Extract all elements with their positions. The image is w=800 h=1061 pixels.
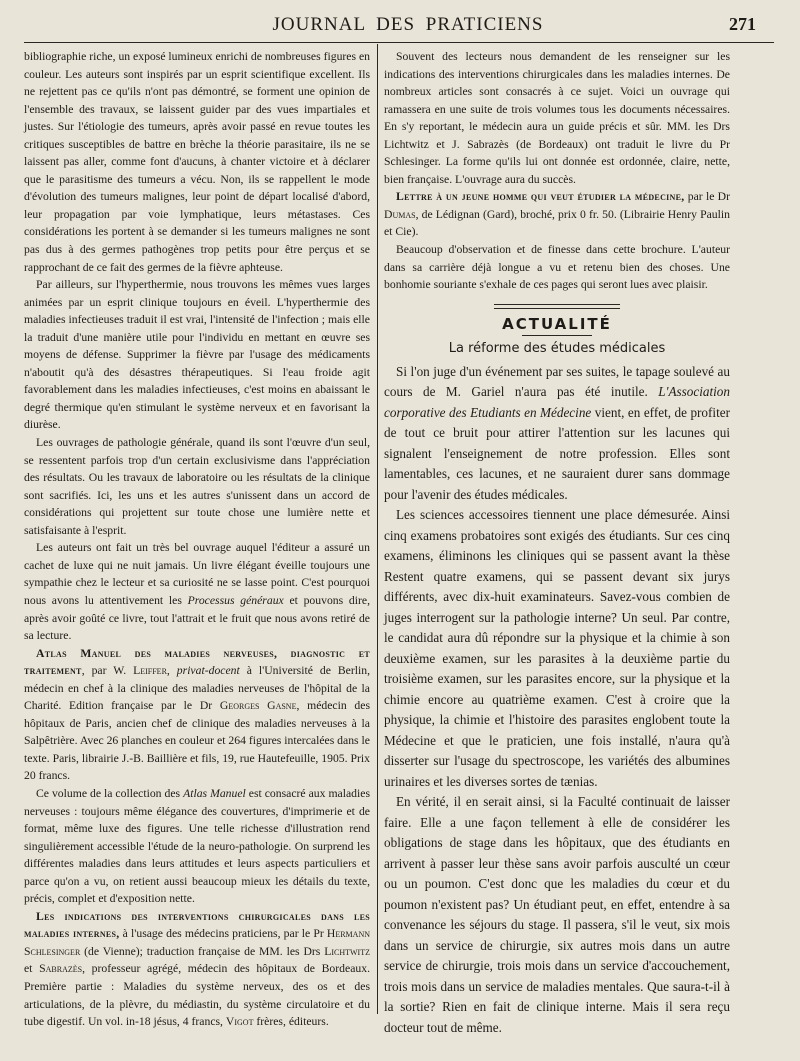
book-notice: Atlas Manuel des maladies nerveuses, diagnostic et traitement, par W. Leiffer, privat-docent à l'Université de Berlin, médecin en chef à la clinique des maladies nerveuses de l'hôpital de la Charité. Edition française par le Dr Georges Gasne, médecin des hôpitaux de Paris, ancien chef de clinique des maladies nerveuses à la Salpêtrière. Avec 26 planches en couleur et 264 figures intercalées dans le texte. Paris, librairie J.-B. Baillière et fils, 19, rue Hautefeuille, 1905. Prix 20 francs.: [24, 646, 371, 783]
book-title: Lettre à un jeune homme qui veut étudier la médecine,: [396, 190, 685, 204]
page-header: [24, 0, 792, 44]
article-title: La réforme des études médicales: [448, 341, 666, 357]
header-rule: [24, 42, 774, 43]
section-separator: [384, 300, 730, 314]
left-column: [24, 48, 370, 1031]
book-title: Atlas Manuel des maladies nerveuses, diagnostic et traitement: [24, 646, 370, 678]
paragraph: En vérité, il en serait ainsi, si la Faculté continuait de laisser faire. Elle a une façon tellement à elle de considérer les obligations de stage dans les hôpitaux, que des étudiants en arrivent à passer leur thèse sans avoir parfois ausculté un cœur ou un poumon. C'est donc que les maladies du cœur et du poumon n'existent pas? Un étudiant peut, en effet, entendre à sa convenance les séjours du stage. Il passera, s'il le veut, six mois dans un service de chirurgie, six autres mois dans un autre service de chirurgie, trois mois dans un service d'accouchement, trois mois dans un service de maladies mentales. Que saura-t-il à la sortie? Rien en fait de clinique interne. Mais il sera reçu docteur tout de même.: [384, 794, 730, 1035]
column-divider: [377, 44, 378, 1014]
book-notice: Lettre à un jeune homme qui veut étudier la médecine, par le Dr Dumas, de Lédignan (Gard), broché, prix 0 fr. 50. (Librairie Henry Paulin et Cie).: [384, 190, 730, 239]
right-column: [384, 48, 730, 1038]
paragraph: Ce volume de la collection des Atlas Manuel est consacré aux maladies nerveuses : toujours même élégance des couvertures, d'imprimerie et de format, même luxe des figures. Une telle richesse d'illustration rend singulièrement accessible l'étude de la neuro-pathologie. On surprend les différentes maladies dans leurs attitudes et leurs aspects particuliers et parce qu'on a vu, on retient aussi beaucoup mieux les détails du texte, précis, complet et d'exposition nette.: [24, 786, 371, 906]
paragraph: Si l'on juge d'un événement par ses suites, le tapage soulevé au cours de M. Gariel n'aura pas été inutile. L'Association corporative des Etudiants en Médecine vient, en effet, de profiter de tout ce bruit pour attirer l'attention sur les lacunes qui signalent l'enseignement de notre profession. Elles sont lamentables, ces lacunes, et ne sauraient durer sans dommage pour l'avenir des études médicales.: [384, 363, 730, 502]
page-number: 271: [729, 14, 756, 34]
section-title: ACTUALITÉ: [502, 314, 612, 333]
book-notice: Les indications des interventions chirurgicales dans les maladies internes, à l'usage des médecins praticiens, par le Pr Hermann Schlesinger (de Vienne); traduction française de MM. les Drs Lichtwitz et Sabrazès, professeur agrégé, médecin des hôpitaux de Bordeaux. Première partie : Maladies du système nerveux, des os et des articulations, de la plèvre, du médiastin, du système circulatoire et du tube digestif. Un vol. in-18 jésus, 4 francs, Vigot frères, éditeurs.: [24, 909, 371, 1029]
paragraph: bibliographie riche, un exposé lumineux enrichi de nombreuses figures en couleur. Les auteurs sont inspirés par un esprit scientifique excellent. Ils ne rejettent pas ce qu'ils n'ont pas démontré, se forment une opinion de l'ensemble des travaux, se laissent guider par des vues impartiales et justes. Sur l'étiologie des tumeurs, après avoir passé en revue toutes les critiques susceptibles de battre en brèche la théorie parasitaire, ils ne se laissent pas aller, comme font d'aucuns, à chanter victoire et à déclarer que le parasitisme des tumeurs a vécu. Non, ils se rappellent le mode d'évolution des tumeurs malignes, leur point de départ localisé d'abord, leur propagation par voie lymphatique, leurs métastases. Ces considérations les portent à se demander si les tumeurs malignes ne sont pas dus à des germes pathogènes trop petits pour être perçus et se rapprochant de ce fait des germes de la fièvre aphteuse.: [24, 50, 370, 274]
paragraph: Par ailleurs, sur l'hyperthermie, nous trouvons les mêmes vues larges animées par un esprit clinique toujours en éveil. L'hyperthermie des maladies infectieuses traduit il est vrai, l'intensité de l'infection ; mais elle la traduit d'une manière utile pour l'individu en mettant en œuvre ses moyens de défense. Supprimer la fièvre par l'usage des médicaments n'aboutit qu'à des désastres thérapeutiques. Si l'eau froide agit favorablement dans les maladies infectieuses, c'est moins en abaissant le degré thermique qu'en stimulant le système nerveux et en favorisant la diurèse.: [24, 278, 370, 432]
journal-title: JOURNAL DES PRATICIENS: [272, 14, 544, 35]
book-title: Les indications des interventions chirurgicales dans les maladies internes,: [24, 909, 370, 941]
paragraph: Les auteurs ont fait un très bel ouvrage auquel l'éditeur a assuré un cachet de luxe qui ne nuit jamais. Un livre élégant éveille toujours une sympathie chez le lecteur et sa curiosité ne se lasse point. C'est pourquoi nous avons lu attentivement les Processus généraux et pouvons dire, après avoir goûté ce livre, tout l'attrait et le fruit que nous avons retiré de sa lecture.: [24, 541, 370, 643]
paragraph: Beaucoup d'observation et de finesse dans cette brochure. L'auteur dans sa carrière déjà longue a vu et retenu bien des choses. Une bonhomie souriante s'exhale de ces pages qui seront lues avec plaisir.: [384, 243, 730, 292]
paragraph: Les ouvrages de pathologie générale, quand ils sont l'œuvre d'un seul, se ressentent parfois trop d'un certain exclusivisme dans l'appréciation des résultats. Ou les travaux de laboratoire ou les résultats de la clinique sont sacrifiés. Ici, les uns et les autres s'unissent dans un accord de considérations qui projettent sur toute chose une lumière nette et satisfaisante à l'esprit.: [24, 436, 370, 537]
paragraph: Les sciences accessoires tiennent une place démesurée. Ainsi cinq examens probatoires sont exigés des étudiants. Sur ces cinq examens, éliminons les cliniques qui se passent avant la thèse Restent quatre examens, qui se passent devant six jurys différents, avec dix-huit examinateurs. Savez-vous combien de juges interrogent sur la pathologie interne? Un seul. Par contre, le candidat aura dû répondre sur la physique et la chimie à son deuxième examen, sur les parasites à la deuxième partie du troisième examen, sur les parasites encore, sur la physique et la chimie encore au quatrième examen. C'est à croire que la physique, la chimie et l'histoire des parasites englobent toute la Médecine et que le praticien, une fois installé, n'aura qu'à disserter sur l'usage du spectroscope, les variétés des albumines urinaires et les diverses sortes de tænias.: [384, 507, 730, 789]
section-title-rule: [522, 335, 592, 336]
paragraph: Souvent des lecteurs nous demandent de les renseigner sur les indications des interventions chirurgicales dans les maladies internes. De nombreux articles sont consacrés à ce sujet. Voici un ouvrage qui ramassera en une suite de trois volumes tous les documents nécessaires. En s'y reportant, le médecin aura un guide précis et sûr. MM. les Drs Lichtwitz et J. Sabrazès (de Bordeaux) ont traduit le livre du Pr Schlesinger. La forme qu'ils lui ont donnée est ordonnée, claire, nette, bien française. L'ouvrage aura du succès.: [384, 50, 730, 186]
